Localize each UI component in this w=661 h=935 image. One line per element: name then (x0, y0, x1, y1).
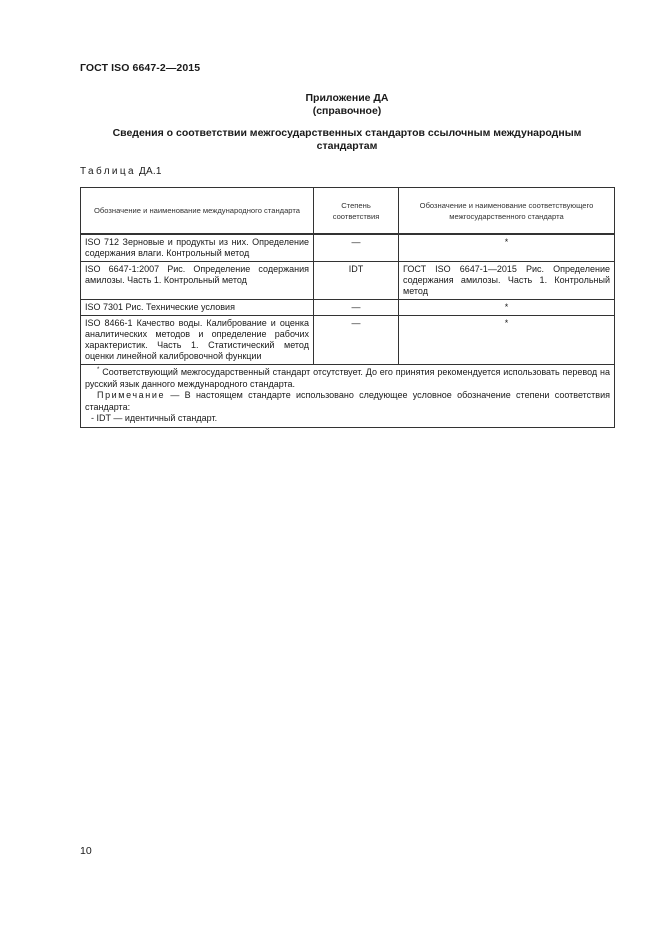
table-notes-row (81, 365, 615, 428)
international-standard-cell: ISO 6647-1:2007 Рис. Определение содержания амилозы. Часть 1. Контрольный метод (81, 262, 314, 300)
degree-cell: IDT (314, 262, 399, 300)
international-standard-cell: ISO 8466-1 Качество воды. Калибрование и оценка аналитических методов и определение рабочих характеристик. Часть 1. Статистический метод оценки линейной калибровочной функции (81, 316, 314, 365)
table-row (81, 262, 615, 300)
interstate-standard-cell: * (399, 316, 615, 365)
page-number: 10 (80, 845, 92, 857)
international-standard-cell: ISO 712 Зерновые и продукты из них. Определение содержания влаги. Контрольный метод (81, 234, 314, 262)
column-header-interstate: Обозначение и наименование соответствующего межгосударственного стандарта (399, 188, 615, 235)
table-notes-cell (81, 365, 615, 428)
footnote-mark: * (97, 367, 100, 373)
table-caption-number: ДА.1 (139, 166, 162, 177)
column-header-international: Обозначение и наименование международного стандарта (81, 188, 314, 235)
note-text: — В настоящем стандарте использовано следующее условное обозначение степени соответствия стандарта: (85, 390, 610, 412)
table-header-row (81, 188, 615, 235)
degree-cell: — (314, 316, 399, 365)
correspondence-table (80, 187, 615, 428)
note-label: Примечание (97, 390, 166, 400)
international-standard-cell: ISO 7301 Рис. Технические условия (81, 300, 314, 316)
column-header-degree: Степень соответствия (314, 188, 399, 235)
interstate-standard-cell: * (399, 234, 615, 262)
interstate-standard-cell: * (399, 300, 615, 316)
appendix-heading-block (80, 92, 614, 153)
note-item: - IDT — идентичный стандарт. (91, 413, 218, 423)
note (85, 390, 610, 413)
footnote (85, 367, 610, 390)
table-row (81, 300, 615, 316)
degree-cell: — (314, 300, 399, 316)
interstate-standard-cell: ГОСТ ISO 6647-1—2015 Рис. Определение содержания амилозы. Часть 1. Контрольный метод (399, 262, 615, 300)
table-row (81, 316, 615, 365)
table-row (81, 234, 615, 262)
degree-cell: — (314, 234, 399, 262)
table-caption-prefix: Таблица (80, 166, 137, 177)
footnote-text: Соответствующий межгосударственный стандарт отсутствует. До его принятия рекомендуется использовать перевод на русский язык данного международного стандарта. (85, 367, 610, 389)
table-caption (80, 166, 162, 177)
appendix-main-heading: Сведения о соответствии межгосударственных стандартов ссылочным международным стандартам (112, 127, 582, 152)
appendix-title: Приложение ДА (305, 92, 389, 104)
appendix-subtitle: (справочное) (312, 105, 382, 117)
standard-code-header: ГОСТ ISO 6647-2—2015 (80, 62, 201, 74)
